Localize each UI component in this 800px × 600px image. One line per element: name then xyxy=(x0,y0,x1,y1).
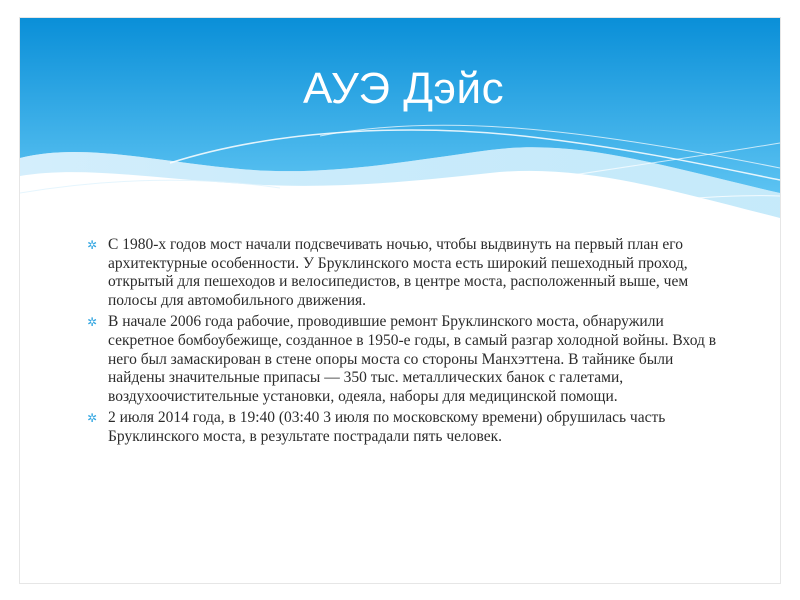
header-wave-background xyxy=(20,18,780,248)
bullet-item xyxy=(83,409,723,446)
bullet-text: С 1980-х годов мост начали подсвечивать ночью, чтобы выдвинуть на первый план его архитектурные особенности. У Бруклинского моста есть широкий пешеходный проход, открытый для пешеходов и велосипедистов, в центре моста, расположенный выше, чем полосы для автомобильного движения. xyxy=(108,236,689,309)
star-bullet-icon: ✲ xyxy=(87,315,98,330)
bullet-text: В начале 2006 года рабочие, проводившие ремонт Бруклинского моста, обнаружили секретное бомбоубежище, созданное в 1950-е годы, в самый разгар холодной войны. Вход в него был замаскирован в стене опоры моста со стороны Манхэттена. В тайнике были найдены значительные припасы — 350 тыс. металлических банок с галетами, воздухоочистительные установки, одеяла, наборы для медицинской помощи. xyxy=(108,313,717,405)
bullet-item xyxy=(83,313,723,406)
bullet-list xyxy=(83,236,723,450)
slide xyxy=(20,18,780,583)
star-bullet-icon: ✲ xyxy=(87,411,98,426)
star-bullet-icon: ✲ xyxy=(87,238,98,252)
slide-title: АУЭ Дэйс xyxy=(303,64,505,113)
bullet-text: 2 июля 2014 года, в 19:40 (03:40 3 июля по московскому времени) обрушилась часть Бруклинского моста, в результате пострадали пять человек. xyxy=(108,409,666,445)
bullet-item xyxy=(83,236,723,310)
